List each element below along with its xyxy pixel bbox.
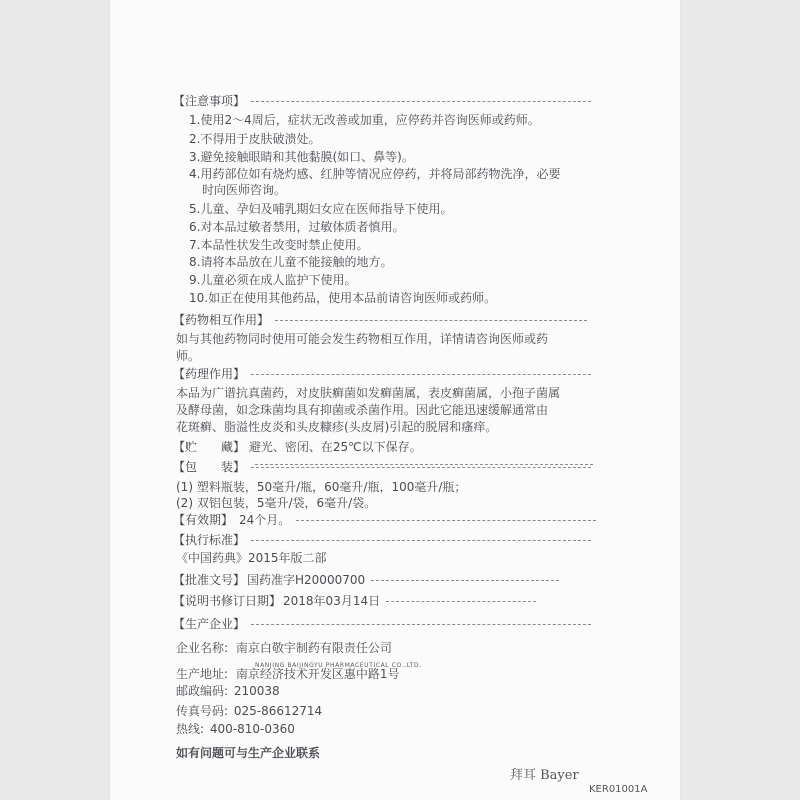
section-divider xyxy=(251,101,591,102)
packaging-item: (2) 双铝包装，5毫升/袋，6毫升/袋。 xyxy=(176,496,377,510)
company-name-english: NANJING BAIJINGYU PHARMACEUTICAL CO.,LTD. xyxy=(255,662,422,669)
address-label: 生产地址: xyxy=(176,667,229,681)
storage-text: 避光、密闭、在25℃以下保存。 xyxy=(248,440,422,454)
packaging-header: 【包 装】 xyxy=(173,460,246,474)
precaution-item: 8.请将本品放在儿童不能接触的地方。 xyxy=(189,255,393,269)
contact-note: 如有问题可与生产企业联系 xyxy=(176,746,321,760)
section-divider xyxy=(386,601,536,602)
bayer-signature: 拜耳 Bayer xyxy=(510,768,579,783)
section-divider xyxy=(275,320,587,321)
interactions-header: 【药物相互作用】 xyxy=(173,313,270,327)
approval-row xyxy=(173,573,559,588)
packaging-item: (1) 塑料瓶装，50毫升/瓶，60毫升/瓶，100毫升/瓶； xyxy=(176,480,467,494)
pharmacology-text: 花斑癣、脂溢性皮炎和头皮糠疹(头皮屑)引起的脱屑和瘙痒。 xyxy=(176,420,498,434)
pharmacology-header: 【药理作用】 xyxy=(173,367,246,381)
postcode-text: 210038 xyxy=(233,684,280,698)
revision-header: 【说明书修订日期】 xyxy=(173,594,282,608)
revision-text: 2018年03月14日 xyxy=(283,594,381,608)
hotline-text: 400-810-0360 xyxy=(209,722,295,736)
postcode-label: 邮政编码: xyxy=(176,684,229,698)
section-divider xyxy=(296,520,596,521)
packaging-header-row xyxy=(173,460,591,475)
company-name-row xyxy=(176,641,392,656)
storage-row xyxy=(173,440,422,455)
hotline-label: 热线: xyxy=(176,722,205,736)
pharmacology-text: 本品为广谱抗真菌药，对皮肤癣菌如发癣菌属，表皮癣菌属，小孢子菌属 xyxy=(176,386,561,400)
company-name: 南京白敬宇制药有限责任公司 xyxy=(235,641,392,655)
section-divider xyxy=(251,624,591,625)
precaution-item: 9.儿童必须在成人监护下使用。 xyxy=(189,273,357,287)
fax-label: 传真号码: xyxy=(176,704,229,718)
company-name-label: 企业名称: xyxy=(176,641,229,655)
document-code: KER01001A xyxy=(589,784,648,795)
hotline-row xyxy=(176,722,295,737)
section-divider xyxy=(251,374,591,375)
postcode-row xyxy=(176,684,280,699)
manufacturer-header: 【生产企业】 xyxy=(173,617,246,631)
approval-header: 【批准文号】 xyxy=(173,573,246,587)
precaution-item: 5.儿童、孕妇及哺乳期妇女应在医师指导下使用。 xyxy=(189,202,453,216)
revision-row xyxy=(173,594,536,609)
precaution-item: 10.如正在使用其他药品，使用本品前请咨询医师或药师。 xyxy=(189,291,497,305)
interactions-text: 师。 xyxy=(176,349,201,363)
fax-row xyxy=(176,704,322,719)
precaution-item-continuation: 时向医师咨询。 xyxy=(202,183,287,197)
standard-header: 【执行标准】 xyxy=(173,533,246,547)
validity-header: 【有效期】 xyxy=(173,513,234,527)
validity-text: 24个月。 xyxy=(239,513,291,527)
pharmacology-header-row xyxy=(173,367,591,382)
precaution-item: 6.对本品过敏者禁用，过敏体质者慎用。 xyxy=(189,220,405,234)
precaution-item: 4.用药部位如有烧灼感、红肿等情况应停药，并将局部药物洗净，必要 xyxy=(189,167,561,181)
storage-header: 【贮 藏】 xyxy=(173,440,246,454)
precaution-item: 3.避免接触眼睛和其他黏膜(如口、鼻等)。 xyxy=(189,150,414,164)
address-row xyxy=(176,667,400,682)
precaution-item: 1.使用2～4周后，症状无改善或加重，应停药并咨询医师或药师。 xyxy=(189,113,540,127)
interactions-header-row xyxy=(173,313,587,328)
interactions-text: 如与其他药物同时使用可能会发生药物相互作用，详情请咨询医师或药 xyxy=(176,332,549,346)
approval-text: 国药准字H20000700 xyxy=(247,573,366,587)
precautions-header: 【注意事项】 xyxy=(173,94,246,108)
precaution-item: 2.不得用于皮肤破溃处。 xyxy=(189,132,321,146)
precaution-item: 7.本品性状发生改变时禁止使用。 xyxy=(189,238,369,252)
standard-text: 《中国药典》2015年版二部 xyxy=(176,551,327,565)
section-divider xyxy=(251,540,591,541)
precautions-header-row xyxy=(173,94,591,109)
pharmacology-text: 及酵母菌，如念珠菌均具有抑菌或杀菌作用。因此它能迅速缓解通常由 xyxy=(176,403,549,417)
section-divider xyxy=(371,580,559,581)
standard-header-row xyxy=(173,533,591,548)
manufacturer-header-row xyxy=(173,617,591,632)
validity-row xyxy=(173,513,596,528)
address-text: 南京经济技术开发区惠中路1号 xyxy=(235,667,400,681)
fax-text: 025-86612714 xyxy=(233,704,323,718)
section-divider xyxy=(251,467,591,468)
